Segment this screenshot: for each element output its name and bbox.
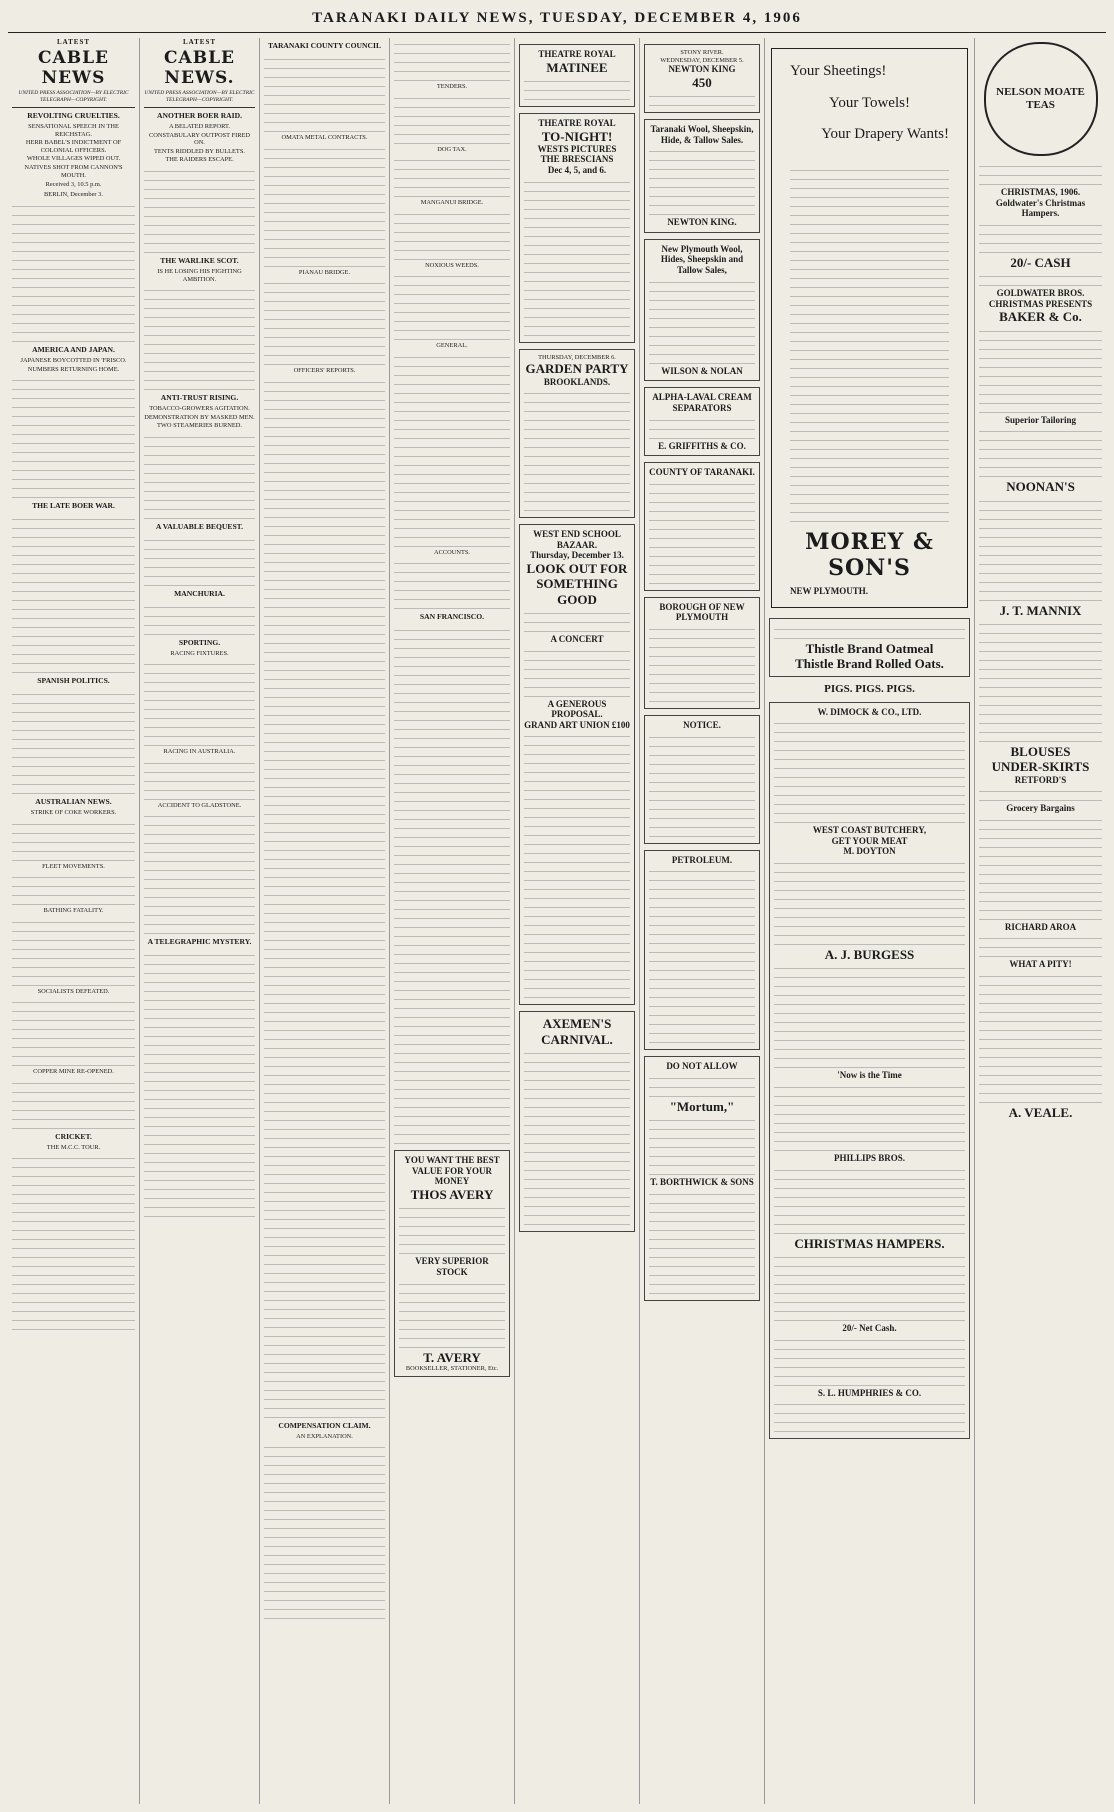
subheadline: TENDERS. xyxy=(436,83,468,90)
ad-line: 20/- Net Cash. xyxy=(842,1322,897,1333)
morey-town: NEW PLYMOUTH. xyxy=(790,585,869,596)
petroleum-ad xyxy=(644,850,760,1051)
press-credit: UNITED PRESS ASSOCIATION—BY ELECTRIC TELEGRAPH—COPYRIGHT. xyxy=(144,90,255,103)
article-body xyxy=(264,53,385,132)
ad-line: UNDER-SKIRTS xyxy=(991,759,1090,775)
ad-line: J. T. MANNIX xyxy=(999,602,1082,618)
article-body xyxy=(12,818,135,861)
subheadline: DEMONSTRATION BY MASKED MEN. xyxy=(144,413,255,421)
sheetings-line: Your Sheetings! xyxy=(790,63,887,79)
divider xyxy=(12,107,135,108)
cable-news-title: CABLE NEWS xyxy=(38,48,109,89)
ad-line: Dec 4, 5, and 6. xyxy=(547,165,607,176)
ad-line: WILSON & NOLAN xyxy=(661,365,743,376)
ad-line: BAKER & Co. xyxy=(999,309,1082,325)
ad-line: NOTICE. xyxy=(683,719,721,730)
oatmeal-ad xyxy=(769,618,970,677)
column-7 xyxy=(765,38,975,1804)
ad-line: LOOK OUT FOR SOMETHING GOOD xyxy=(526,561,628,607)
ad-line: E. GRIFFITHS & CO. xyxy=(658,440,746,451)
article-body xyxy=(12,1077,135,1129)
headline: TARANAKI COUNTY COUNCIL xyxy=(267,41,382,50)
ad-line: RICHARD AROA xyxy=(1004,921,1077,932)
ad-line: Thursday, December 13. xyxy=(530,550,624,561)
column-4 xyxy=(390,38,515,1804)
ad-line: New Plymouth Wool, Hides, Sheepskin and Tallow Sales, xyxy=(660,243,744,276)
article-body xyxy=(12,996,135,1066)
subheadline: BATHING FATALITY. xyxy=(43,907,104,915)
subheadline: FLEET MOVEMENTS. xyxy=(42,862,105,870)
ad-line: PHILLIPS BROS. xyxy=(833,1153,906,1163)
wool-sales-ad xyxy=(644,119,760,233)
ad-line: BLOUSES xyxy=(1010,743,1071,759)
subheadline: ACCIDENT TO GLADSTONE. xyxy=(157,801,242,809)
article-body xyxy=(12,513,135,673)
article-body xyxy=(264,143,385,267)
headline: AUSTRALIAN NEWS. xyxy=(35,797,112,807)
garden-party-ad xyxy=(519,349,635,518)
subheadline: SOCIALISTS DEFEATED. xyxy=(37,987,110,995)
ad-line: S. L. HUMPHRIES & CO. xyxy=(817,1387,922,1398)
ad-line: Goldwater's Christmas Hampers. xyxy=(995,197,1086,219)
subheadline: THE M.C.C. TOUR. xyxy=(46,1143,101,1151)
stony-river-ad xyxy=(644,44,760,113)
subheadline: A BELATED REPORT. xyxy=(168,123,231,131)
article-body xyxy=(144,534,255,586)
headline: SAN FRANCISCO. xyxy=(419,612,485,622)
subheadline: WHOLE VILLAGES WIPED OUT. xyxy=(26,155,121,163)
ad-line: WEDNESDAY, DECEMBER 5. xyxy=(660,56,744,64)
seal-text: TEAS xyxy=(1026,99,1055,111)
nelson-moate-seal xyxy=(984,42,1098,156)
ad-line: BOROUGH OF NEW PLYMOUTH xyxy=(659,601,745,623)
article-body xyxy=(12,916,135,986)
headline: ANOTHER BOER RAID. xyxy=(156,111,243,121)
article-body xyxy=(394,351,510,547)
article-body xyxy=(144,284,255,390)
article-body xyxy=(264,1441,385,1619)
subheadline: ACCOUNTS. xyxy=(433,548,471,556)
ad-line: A CONCERT xyxy=(550,634,604,644)
ad-line: GRAND ART UNION £100 xyxy=(524,719,630,730)
subheadline: OMATA METAL CONTRACTS. xyxy=(281,133,368,141)
ad-line: NEWTON KING xyxy=(668,64,736,75)
article-body xyxy=(394,154,510,197)
dateline: BERLIN, December 3. xyxy=(44,190,103,198)
press-credit: UNITED PRESS ASSOCIATION—BY ELECTRIC TELEGRAPH—COPYRIGHT. xyxy=(18,90,129,103)
column-1 xyxy=(8,38,140,1804)
subheadline: STRIKE OF COKE WORKERS. xyxy=(30,809,117,817)
headline: COMPENSATION CLAIM. xyxy=(278,1420,371,1430)
ad-line: AXEMEN'S CARNIVAL. xyxy=(541,1016,613,1047)
morey-name: MOREY & SON'S xyxy=(805,529,934,582)
ad-line: CHRISTMAS HAMPERS. xyxy=(794,1235,945,1251)
headline: A TELEGRAPHIC MYSTERY. xyxy=(147,937,252,947)
subheadline: OFFICERS' REPORTS. xyxy=(293,367,356,375)
subheadline: RACING FIXTURES. xyxy=(170,649,229,657)
oatmeal-line: Thistle Brand Oatmeal xyxy=(805,641,934,656)
county-notice xyxy=(644,462,760,591)
divider xyxy=(144,107,255,108)
headline: THE WARLIKE SCOT. xyxy=(160,256,239,265)
article-body xyxy=(394,38,510,81)
headline: REVOLTING CRUELTIES. xyxy=(27,111,120,121)
subheadline: SENSATIONAL SPEECH IN THE REICHSTAG. xyxy=(28,123,119,138)
subheadline: DOG TAX. xyxy=(437,145,467,153)
article-body xyxy=(264,376,385,1418)
ad-line: WESTS PICTURES xyxy=(537,143,617,154)
subheadline: TOBACCO-GROWERS AGITATION. xyxy=(149,405,250,412)
ad-line: THE BRESCIANS xyxy=(540,154,614,165)
ad-line: THEATRE ROYAL xyxy=(538,117,616,128)
headline: SPORTING. xyxy=(178,637,221,647)
article-body xyxy=(264,277,385,365)
ad-line: NOONAN'S xyxy=(1006,479,1075,495)
ad-line: Superior Tailoring xyxy=(1004,414,1077,425)
ad-line: THURSDAY, DECEMBER 6. xyxy=(538,353,616,361)
theatre-ad xyxy=(519,44,635,107)
ad-line: VERY SUPERIOR STOCK xyxy=(415,1256,489,1277)
seal-text: NELSON MOATE xyxy=(996,86,1085,99)
ad-line: 20/- CASH xyxy=(1010,254,1071,270)
ad-line: GARDEN PARTY xyxy=(525,361,629,377)
ad-line: T. BORTHWICK & SONS xyxy=(650,1177,754,1188)
ad-line: BROOKLANDS. xyxy=(543,376,611,387)
latest-kicker: LATEST xyxy=(56,38,91,46)
article-body xyxy=(394,557,510,609)
ad-line: GET YOUR MEAT xyxy=(831,835,908,846)
article-body xyxy=(144,810,255,934)
dimock-ad xyxy=(769,702,970,1440)
subheadline: TWO STEAMERIES BURNED. xyxy=(156,422,243,430)
subheadline: TENTS RIDDLED BY BULLETS. xyxy=(153,147,245,155)
subheadline: IS HE LOSING HIS FIGHTING AMBITION. xyxy=(157,267,242,283)
subheadline: CONSTABULARY OUTPOST FIRED ON. xyxy=(148,131,251,147)
mortum-ad xyxy=(644,1056,760,1301)
article-body xyxy=(144,658,255,746)
ad-line: A. VEALE. xyxy=(1008,1105,1073,1121)
borough-notice xyxy=(644,597,760,709)
column-8 xyxy=(975,38,1106,1804)
headline: A VALUABLE BEQUEST. xyxy=(155,521,244,531)
ad-line: A. J. BURGESS xyxy=(824,947,915,963)
ad-line: RETFORD'S xyxy=(1014,774,1067,785)
ad-line: WEST COAST BUTCHERY, xyxy=(812,825,927,836)
headline: MANCHURIA. xyxy=(174,588,225,598)
bazaar-ad xyxy=(519,524,635,1005)
drapery-line: Your Drapery Wants! xyxy=(821,126,949,143)
latest-kicker: LATEST xyxy=(182,38,217,46)
subheadline: GENERAL. xyxy=(436,342,468,350)
masthead-rule xyxy=(8,32,1106,33)
separator-ad xyxy=(644,387,760,456)
pigs-banner: PIGS. PIGS. PIGS. xyxy=(824,682,915,695)
article-body xyxy=(144,165,255,253)
article-body xyxy=(144,601,255,635)
article-body xyxy=(144,757,255,800)
ad-line: PETROLEUM. xyxy=(671,854,733,865)
ad-line: GOLDWATER BROS. xyxy=(996,288,1085,299)
ad-line: DO NOT ALLOW xyxy=(666,1061,738,1072)
towels-line: Your Towels! xyxy=(829,94,910,111)
headline: SPANISH POLITICS. xyxy=(37,676,110,686)
wool-sales-ad xyxy=(644,239,760,381)
cable-news-title: CABLE NEWS. xyxy=(164,48,235,89)
ad-line: YOU WANT THE BEST VALUE FOR YOUR MONEY xyxy=(404,1155,500,1187)
ad-line: ALPHA-LAVAL CREAM SEPARATORS xyxy=(652,392,752,413)
ad-line: 450 xyxy=(692,74,712,90)
ad-line: STONY RIVER. xyxy=(680,49,724,56)
subheadline: THE RAIDERS ESCAPE. xyxy=(165,156,234,164)
subheadline: NOXIOUS WEEDS. xyxy=(425,261,479,269)
ad-name: THOS AVERY xyxy=(410,1187,494,1203)
subheadline: JAPANESE BOYCOTTED IN 'FRISCO. xyxy=(20,357,127,365)
avery-ad xyxy=(394,1150,510,1377)
subheadline: PIANAU BRIDGE. xyxy=(298,268,351,276)
ad-line: TO-NIGHT! xyxy=(541,128,613,144)
notice-ad xyxy=(644,715,760,844)
subheadline: AN EXPLANATION. xyxy=(296,1432,353,1440)
ad-line: 'Now is the Time xyxy=(837,1070,902,1081)
ad-line: Taranaki Wool, Sheepskin, Hide, & Tallow Sales. xyxy=(650,124,754,145)
headline: THE LATE BOER WAR. xyxy=(32,501,115,511)
ad-line: Grocery Bargains xyxy=(1006,803,1075,814)
subheadline: NATIVES SHOT FROM CANNON'S MOUTH. xyxy=(24,164,123,179)
subheadline: RACING IN AUSTRALIA. xyxy=(163,748,236,756)
article-body xyxy=(12,688,135,794)
ad-line: CHRISTMAS PRESENTS xyxy=(988,298,1093,309)
ad-line: CHRISTMAS, 1906. xyxy=(1000,187,1081,197)
column-6 xyxy=(640,38,765,1804)
article-body xyxy=(394,270,510,340)
subheadline: HERR BABEL'S INDICTMENT OF COLONIAL OFFICERS. xyxy=(25,139,122,154)
column-2 xyxy=(140,38,260,1804)
ad-line: WEST END SCHOOL BAZAAR. xyxy=(533,529,621,550)
column-3 xyxy=(260,38,390,1804)
ad-name: T. AVERY xyxy=(423,1349,481,1365)
article-body xyxy=(144,949,255,1217)
article-body xyxy=(394,208,510,260)
ad-line: MATINEE xyxy=(546,59,608,75)
ad-line: COUNTY OF TARANAKI. xyxy=(649,467,755,478)
dateline: Received 3, 10.5 p.m. xyxy=(45,181,102,189)
article-body xyxy=(12,374,135,498)
ad-line: W. DIMOCK & CO., LTD. xyxy=(817,706,922,717)
ad-line: NEWTON KING. xyxy=(667,217,737,228)
masthead-title: TARANAKI DAILY NEWS, TUESDAY, DECEMBER 4, 1906 xyxy=(312,10,802,26)
ad-line: BOOKSELLER, STATIONER, Etc. xyxy=(405,1364,499,1372)
column-5 xyxy=(515,38,640,1804)
article-body xyxy=(394,624,510,1144)
ad-line: M. DOYTON xyxy=(843,846,896,857)
axemen-ad xyxy=(519,1011,635,1232)
rolled-oats-line: Thistle Brand Rolled Oats. xyxy=(795,656,944,672)
morey-sheetings-ad xyxy=(771,48,968,608)
subheadline: NUMBERS RETURNING HOME. xyxy=(27,365,120,373)
article-body xyxy=(144,431,255,519)
ad-line: WHAT A PITY! xyxy=(1009,959,1072,970)
article-body xyxy=(12,871,135,905)
article-body xyxy=(12,200,135,342)
subheadline: MANGANUI BRIDGE. xyxy=(420,199,484,207)
ad-line: "Mortum," xyxy=(669,1098,735,1114)
subheadline: COPPER MINE RE-OPENED. xyxy=(33,1068,114,1076)
headline: CRICKET. xyxy=(55,1131,92,1141)
headline: ANTI-TRUST RISING. xyxy=(160,393,239,403)
ad-line: THEATRE ROYAL xyxy=(538,49,616,59)
article-body xyxy=(394,92,510,144)
theatre-ad xyxy=(519,113,635,343)
ad-line: A GENEROUS PROPOSAL. xyxy=(547,698,607,720)
article-body xyxy=(12,1152,135,1330)
headline: AMERICA AND JAPAN. xyxy=(32,345,115,355)
